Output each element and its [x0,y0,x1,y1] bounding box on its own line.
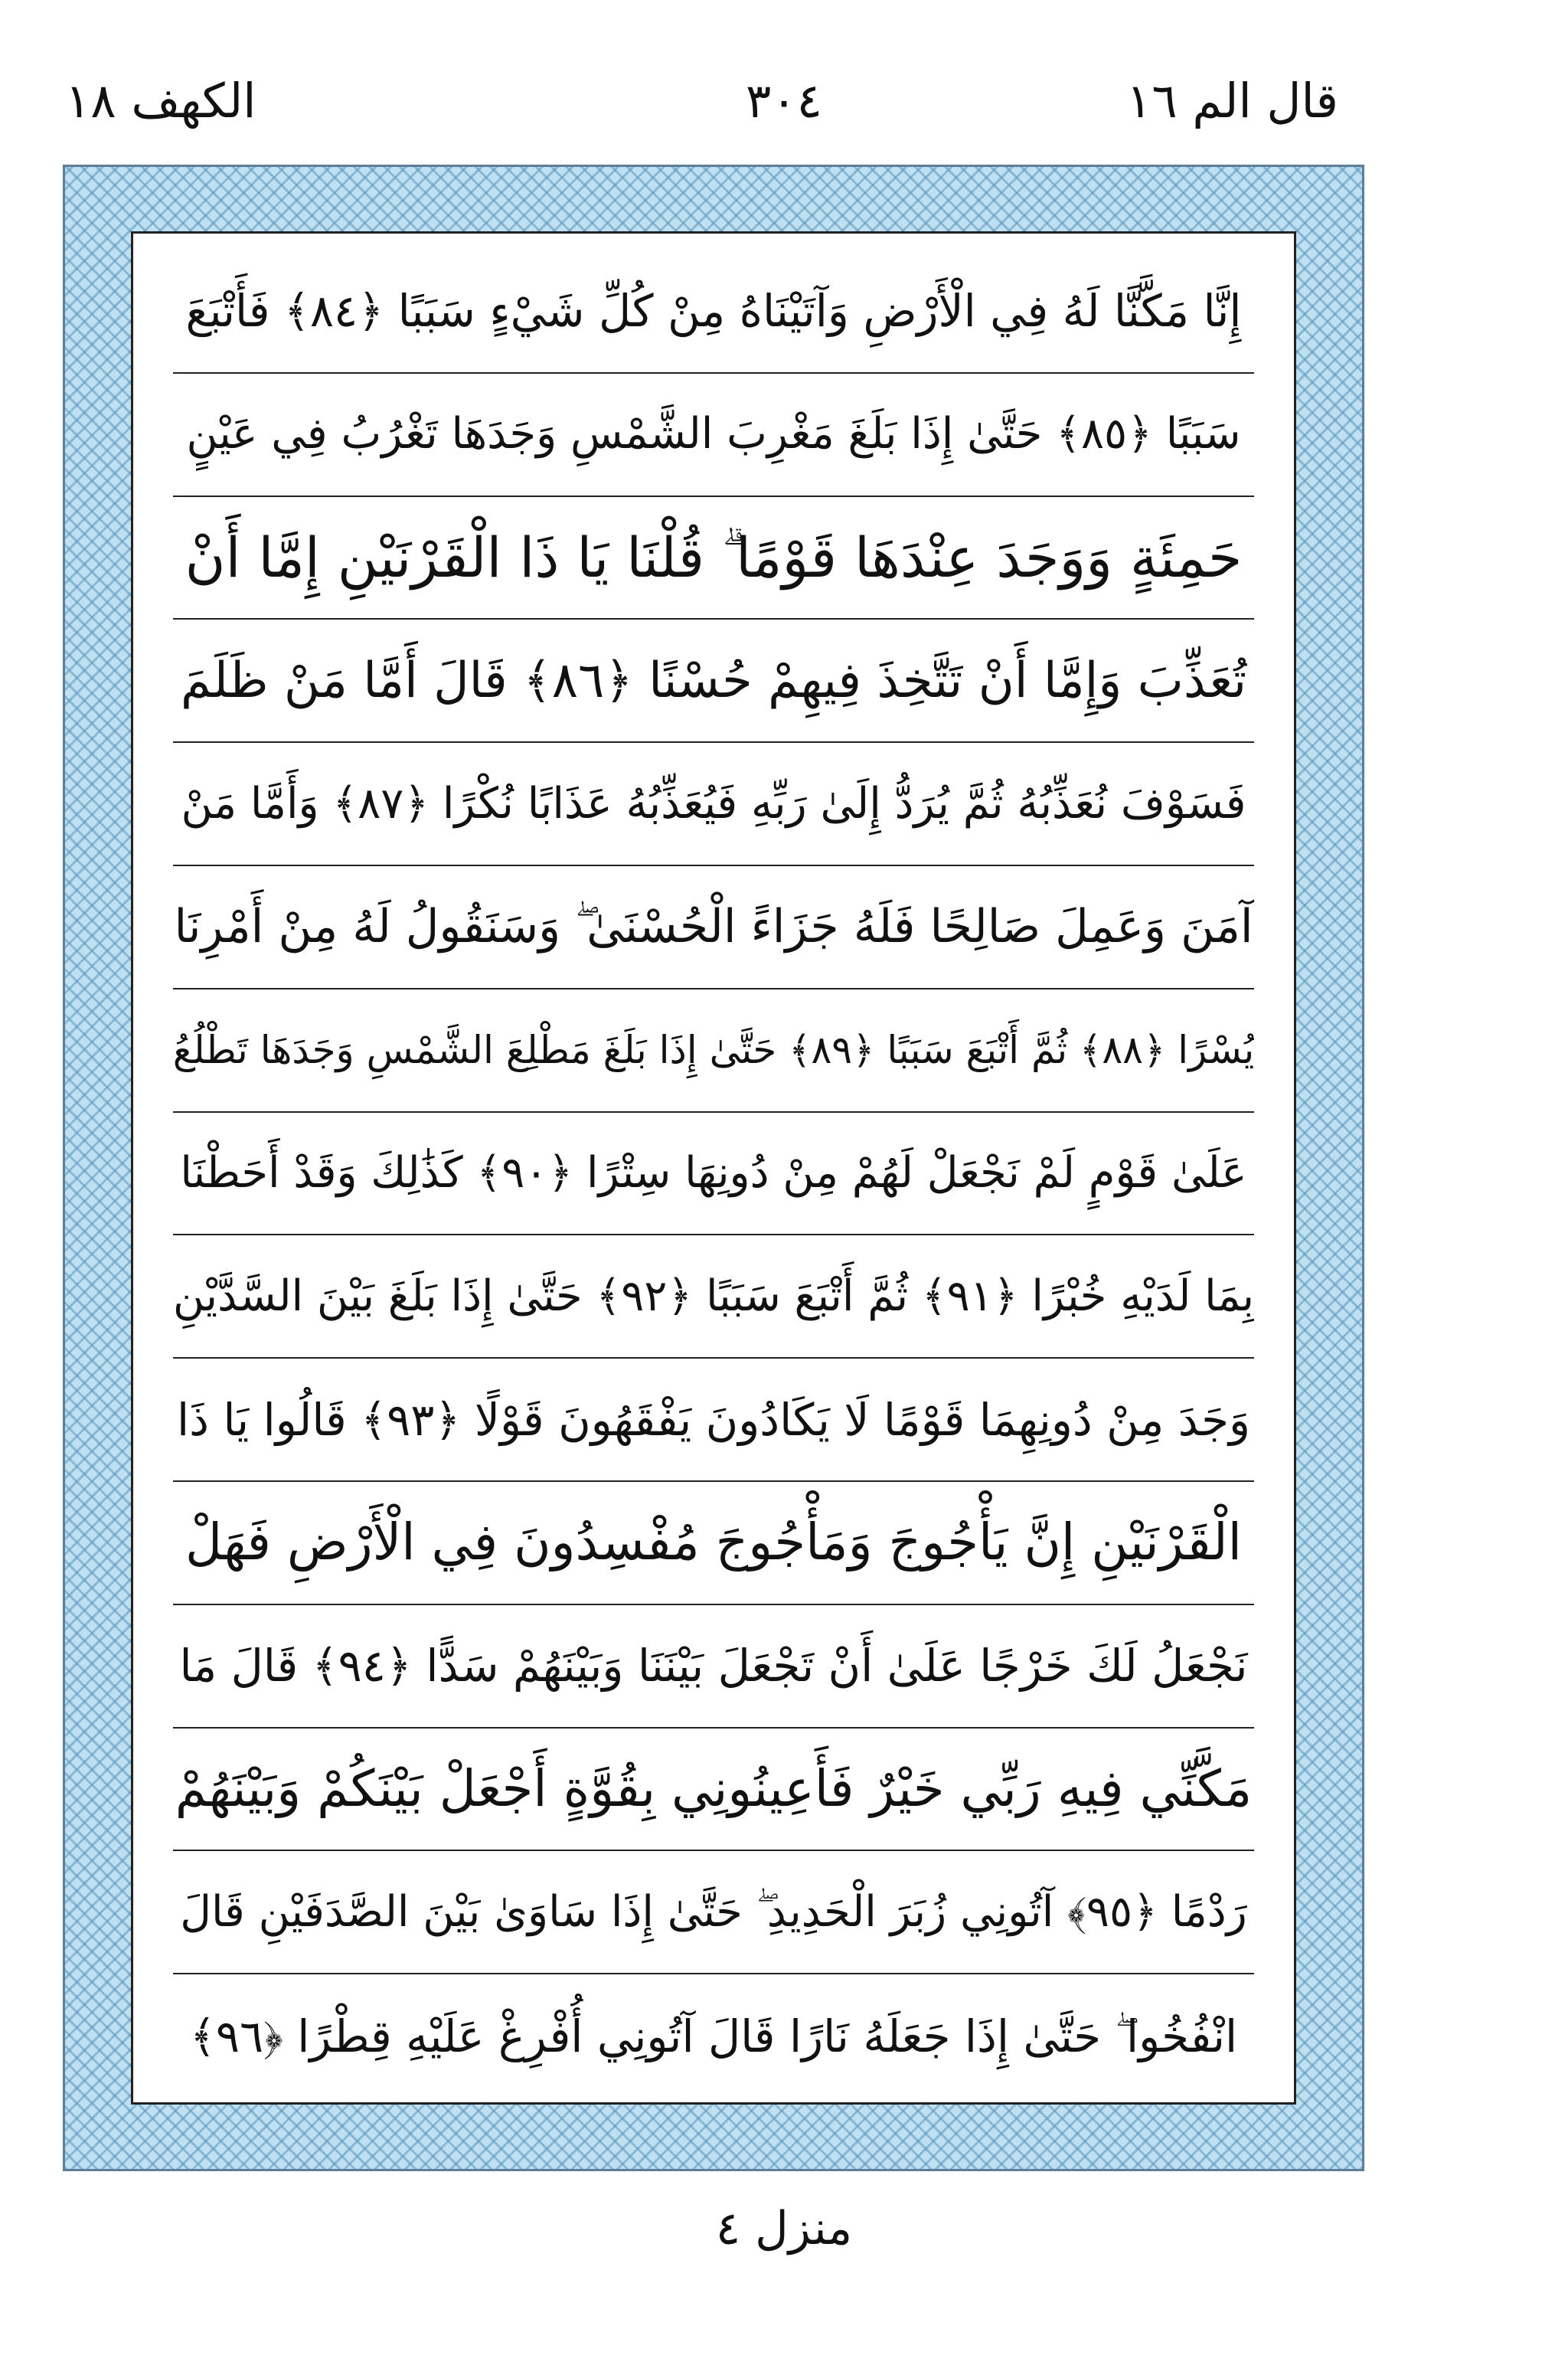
page-number: ٣٠٤ [746,73,822,129]
quran-line: بِمَا لَدَيْهِ خُبْرًا ﴿٩١﴾ ثُمَّ أَتْبَعَ سَبَبًا ﴿٩٢﴾ حَتَّىٰ إِذَا بَلَغَ بَيْنَ السَّدَّيْنِ [173,1235,1254,1359]
quran-line: انْفُخُوا ۖ حَتَّىٰ إِذَا جَعَلَهُ نَارًا قَالَ آتُونِي أُفْرِغْ عَلَيْهِ قِطْرًا ﴿٩٦﴾ [189,2010,1238,2062]
quran-line: فَسَوْفَ نُعَذِّبُهُ ثُمَّ يُرَدُّ إِلَىٰ رَبِّهِ فَيُعَذِّبُهُ عَذَابًا نُكْرًا ﴿٨٧﴾ وَأَمَّا مَنْ [173,743,1254,866]
juz-label: قال الم ١٦ [1126,73,1338,129]
quran-line: حَمِئَةٍ وَوَجَدَ عِنْدَهَا قَوْمًا ۗ قُلْنَا يَا ذَا الْقَرْنَيْنِ إِمَّا أَنْ [173,497,1254,620]
ornamental-border [63,165,1364,2171]
surah-label: الكهف ١٨ [65,73,256,129]
quran-line: يُسْرًا ﴿٨٨﴾ ثُمَّ أَتْبَعَ سَبَبًا ﴿٨٩﴾ حَتَّىٰ إِذَا بَلَغَ مَطْلِعَ الشَّمْسِ وَجَدَهَا تَطْلُعُ [173,989,1254,1113]
quran-line: نَجْعَلُ لَكَ خَرْجًا عَلَىٰ أَنْ تَجْعَلَ بَيْنَنَا وَبَيْنَهُمْ سَدًّا ﴿٩٤﴾ قَالَ مَا [173,1605,1254,1729]
quran-line: الْقَرْنَيْنِ إِنَّ يَأْجُوجَ وَمَأْجُوجَ مُفْسِدُونَ فِي الْأَرْضِ فَهَلْ [173,1482,1254,1605]
quran-line: آمَنَ وَعَمِلَ صَالِحًا فَلَهُ جَزَاءً الْحُسْنَىٰ ۖ وَسَنَقُولُ لَهُ مِنْ أَمْرِنَا [173,866,1254,989]
page-header [0,73,1568,157]
quran-line: عَلَىٰ قَوْمٍ لَمْ نَجْعَلْ لَهُمْ مِنْ دُونِهَا سِتْرًا ﴿٩٠﴾ كَذَٰلِكَ وَقَدْ أَحَطْنَا [173,1113,1254,1236]
quran-line: رَدْمًا ﴿٩٥﴾ آتُونِي زُبَرَ الْحَدِيدِ ۖ حَتَّىٰ إِذَا سَاوَىٰ بَيْنَ الصَّدَفَيْنِ قَالَ [173,1851,1254,1974]
manzil-footer: منزل ٤ [715,2202,853,2255]
text-panel [131,231,1296,2105]
quran-line: سَبَبًا ﴿٨٥﴾ حَتَّىٰ إِذَا بَلَغَ مَغْرِبَ الشَّمْسِ وَجَدَهَا تَغْرُبُ فِي عَيْنٍ [173,374,1254,497]
quran-line: تُعَذِّبَ وَإِمَّا أَنْ تَتَّخِذَ فِيهِمْ حُسْنًا ﴿٨٦﴾ قَالَ أَمَّا مَنْ ظَلَمَ [173,620,1254,743]
quran-line: إِنَّا مَكَّنَّا لَهُ فِي الْأَرْضِ وَآتَيْنَاهُ مِنْ كُلِّ شَيْءٍ سَبَبًا ﴿٨٤﴾ فَأَتْبَعَ [173,250,1254,374]
quran-line: وَجَدَ مِنْ دُونِهِمَا قَوْمًا لَا يَكَادُونَ يَفْقَهُونَ قَوْلًا ﴿٩٣﴾ قَالُوا يَا ذَا [173,1359,1254,1482]
quran-line: مَكَّنِّي فِيهِ رَبِّي خَيْرٌ فَأَعِينُونِي بِقُوَّةٍ أَجْعَلْ بَيْنَكُمْ وَبَيْنَهُمْ [173,1729,1254,1852]
